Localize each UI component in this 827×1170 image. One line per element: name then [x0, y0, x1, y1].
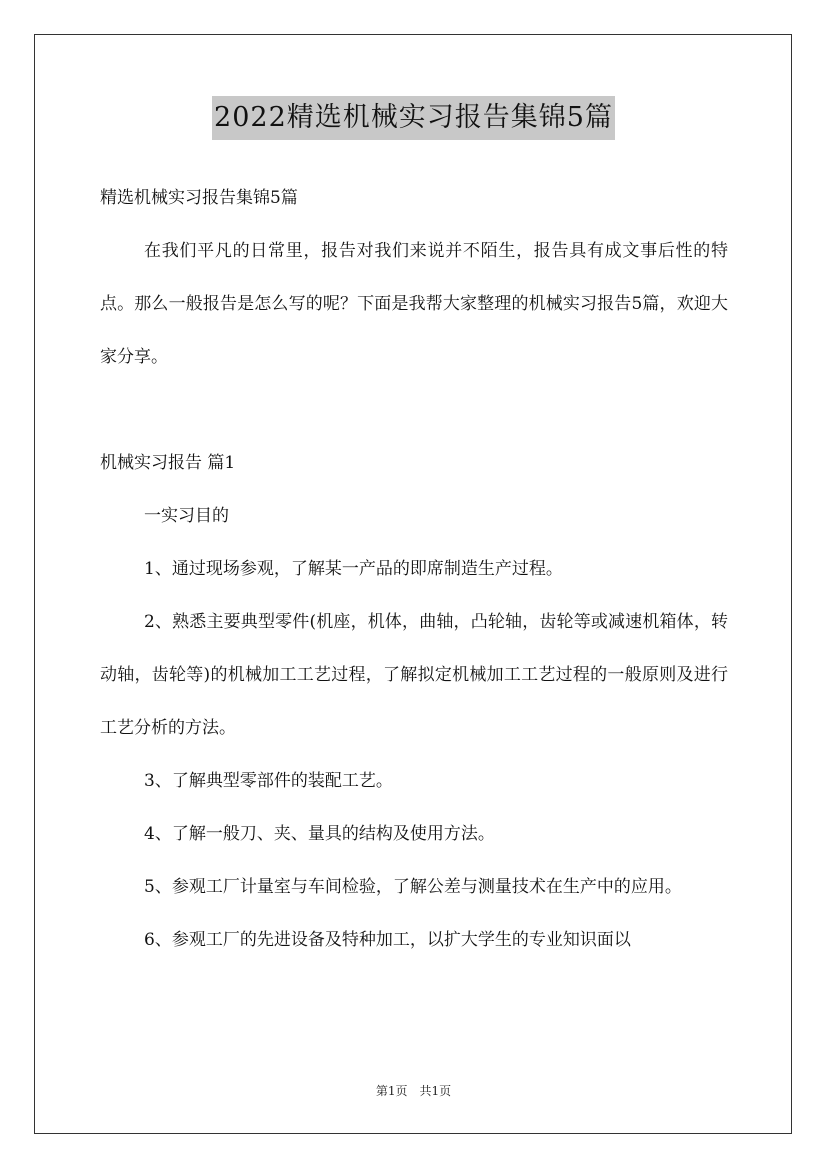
document-body: [100, 172, 728, 967]
list-item: 6、参观工厂的先进设备及特种加工，以扩大学生的专业知识面以: [144, 930, 631, 950]
blank-line: [100, 384, 728, 437]
section-heading: 机械实习报告 篇1: [100, 453, 236, 473]
list-item: 5、参观工厂计量室与车间检验，了解公差与测量技术在生产中的应用。: [144, 877, 682, 897]
intro-paragraph: 在我们平凡的日常里，报告对我们来说并不陌生，报告具有成文事后性的特点。那么一般报告是怎么写的呢？下面是我帮大家整理的机械实习报告5篇，欢迎大家分享。: [100, 241, 728, 367]
title-container: [0, 96, 827, 140]
list-item: 1、通过现场参观，了解某一产品的即席制造生产过程。: [144, 559, 563, 579]
list-item: 4、了解一般刀、夹、量具的结构及使用方法。: [144, 824, 495, 844]
sub-heading: 一实习目的: [144, 506, 229, 526]
document-title: 2022精选机械实习报告集锦5篇: [212, 96, 615, 140]
document-subtitle: 精选机械实习报告集锦5篇: [100, 188, 298, 208]
page-footer: 第1页 共1页: [375, 1084, 452, 1098]
list-item: 2、熟悉主要典型零件(机座，机体，曲轴，凸轮轴，齿轮等或减速机箱体，转动轴，齿轮等)的机械加工工艺过程，了解拟定机械加工工艺过程的一般原则及进行工艺分析的方法。: [100, 612, 728, 738]
list-item: 3、了解典型零部件的装配工艺。: [144, 771, 393, 791]
